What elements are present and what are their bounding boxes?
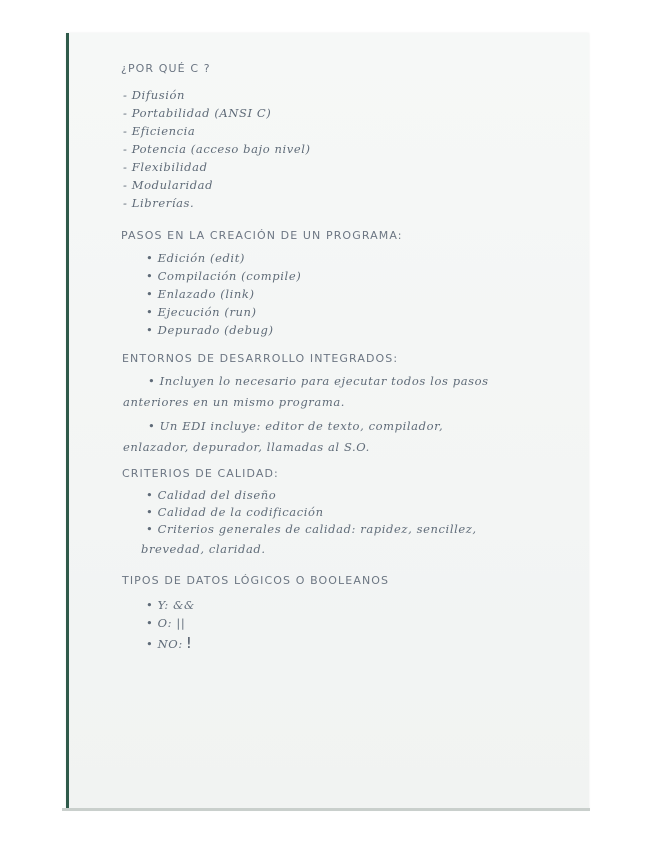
list-item: • Compilación (compile) — [146, 269, 302, 283]
section-title-criterios: CRITERIOS DE CALIDAD: — [122, 467, 279, 480]
list-item: - Flexibilidad — [123, 160, 208, 174]
list-item-not — [146, 634, 192, 652]
list-item: - Librerías. — [123, 196, 195, 210]
page-bottom-edge — [62, 808, 590, 811]
list-item: - Modularidad — [123, 178, 214, 192]
not-operator-symbol: ! — [185, 634, 193, 652]
list-item: • Ejecución (run) — [146, 305, 257, 319]
list-item: • Edición (edit) — [146, 251, 246, 265]
list-item: • Calidad del diseño — [146, 488, 277, 502]
list-item: - Portabilidad (ANSI C) — [123, 106, 272, 120]
list-item: - Difusión — [123, 88, 186, 102]
list-item: • Calidad de la codificación — [146, 505, 324, 519]
list-item-continuation: enlazador, depurador, llamadas al S.O. — [123, 440, 370, 454]
section-title-pasos: PASOS EN LA CREACIÓN DE UN PROGRAMA: — [121, 229, 403, 242]
list-item: • Enlazado (link) — [146, 287, 255, 301]
section-title-tipos-booleanos: TIPOS DE DATOS LÓGICOS O BOOLEANOS — [122, 574, 390, 587]
list-item: • O: || — [146, 616, 186, 630]
list-item: - Eficiencia — [123, 124, 196, 138]
list-item: - Potencia (acceso bajo nivel) — [123, 142, 311, 156]
list-item-continuation: brevedad, claridad. — [141, 542, 266, 556]
list-item: • Y: && — [146, 598, 195, 612]
list-item: • Criterios generales de calidad: rapidez, sencillez, — [146, 522, 477, 536]
section-title-por-que-c: ¿POR QUÉ C ? — [121, 62, 211, 75]
list-item: • Un EDI incluye: editor de texto, compilador, — [148, 419, 444, 433]
list-item-continuation: anteriores en un mismo programa. — [123, 395, 346, 409]
list-item: • Incluyen lo necesario para ejecutar todos los pasos — [148, 374, 489, 388]
list-item-label: • NO: — [146, 637, 183, 651]
section-title-entornos: ENTORNOS DE DESARROLLO INTEGRADOS: — [122, 352, 399, 365]
list-item: • Depurado (debug) — [146, 323, 274, 337]
